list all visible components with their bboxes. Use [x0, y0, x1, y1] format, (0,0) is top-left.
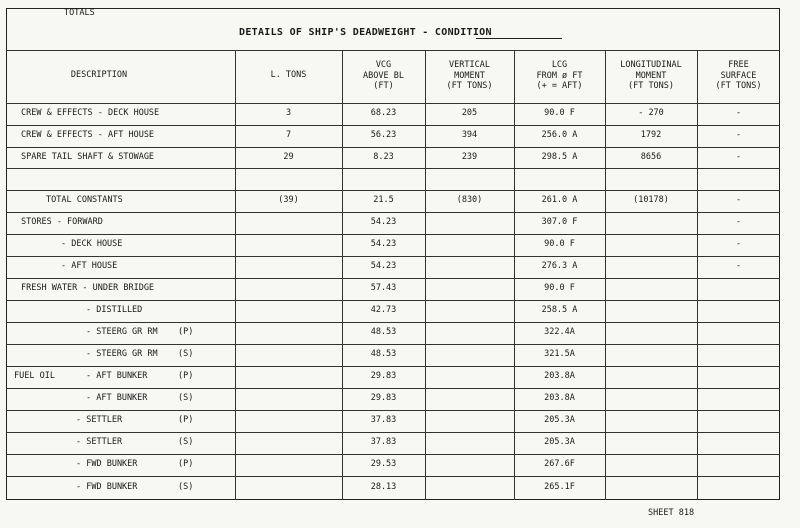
row-rule — [6, 366, 780, 367]
tons-cell: 3 — [285, 108, 292, 118]
row-description: - AFT BUNKER — [86, 393, 148, 403]
free-surface-cell: - — [735, 261, 742, 271]
lcg-cell: 256.0 A — [541, 130, 578, 140]
row-rule — [6, 212, 780, 213]
lcg-cell: 205.3A — [544, 415, 575, 425]
lcg-cell: 90.0 F — [544, 283, 575, 293]
lcg-cell: 298.5 A — [541, 151, 578, 162]
row-side: (P) — [178, 415, 194, 425]
vcg-cell: 56.23 — [370, 130, 397, 140]
row-side: (P) — [178, 327, 194, 337]
vcg-cell: 21.5 — [373, 195, 394, 205]
row-side: (S) — [178, 393, 194, 403]
longitudinal-moment-cell: (10178) — [633, 195, 669, 205]
row-rule — [6, 168, 780, 169]
free-surface-cell: - — [735, 195, 742, 205]
vcg-cell: 29.83 — [370, 393, 397, 403]
header-longitudinal-moment: LONGITUDINAL MOMENT (FT TONS) — [620, 60, 682, 91]
lcg-cell: 90.0 F — [544, 108, 575, 118]
row-description: - SETTLER — [76, 415, 123, 425]
header-free-surface: FREE SURFACE (FT TONS) — [715, 60, 762, 91]
header-description: DESCRIPTION — [70, 70, 128, 80]
row-rule — [6, 432, 780, 433]
row-rule — [6, 344, 780, 345]
vcg-cell: 54.23 — [370, 217, 397, 227]
lcg-cell: 261.0 A — [541, 195, 578, 205]
row-rule — [6, 147, 780, 148]
vcg-cell: 68.23 — [370, 108, 397, 118]
row-description: - DECK HOUSE — [61, 239, 123, 249]
sheet-number: SHEET 818 — [648, 508, 695, 518]
lcg-cell: 307.0 F — [541, 217, 578, 227]
sheet-title: DETAILS OF SHIP'S DEADWEIGHT - CONDITION — [239, 27, 492, 38]
row-description: - SETTLER — [76, 437, 123, 447]
vcg-cell: 29.53 — [370, 459, 397, 469]
header-vcg: VCG ABOVE BL (FT) — [363, 60, 404, 91]
tons-cell: 7 — [285, 130, 292, 140]
tons-cell: 29 — [283, 151, 294, 162]
row-description: - AFT HOUSE — [61, 261, 118, 271]
longitudinal-moment-cell: 8656 — [640, 151, 662, 162]
row-description: SPARE TAIL SHAFT & STOWAGE — [21, 151, 155, 162]
header-lcg: LCG FROM ø FT (+ = AFT) — [536, 60, 583, 91]
vertical-moment-cell: 205 — [461, 108, 478, 118]
row-side: (S) — [178, 482, 194, 492]
row-rule — [6, 476, 780, 477]
lcg-cell: 90.0 F — [544, 239, 575, 249]
row-rule — [6, 190, 780, 191]
lcg-cell: 276.3 A — [541, 261, 578, 271]
vcg-cell: 28.13 — [370, 482, 397, 492]
lcg-cell: 203.8A — [544, 371, 575, 381]
longitudinal-moment-cell: 1792 — [640, 130, 662, 140]
vcg-cell: 42.73 — [370, 305, 397, 315]
row-rule — [6, 300, 780, 301]
vcg-cell: 48.53 — [370, 349, 397, 359]
vcg-cell: 29.83 — [370, 371, 397, 381]
row-side: (P) — [178, 371, 194, 381]
vcg-cell: 54.23 — [370, 261, 397, 271]
row-description: CREW & EFFECTS - DECK HOUSE — [21, 108, 160, 118]
row-description: STORES - FORWARD — [21, 217, 103, 227]
row-description: TOTALS — [64, 8, 95, 18]
vcg-cell: 8.23 — [373, 151, 394, 162]
row-side: (P) — [178, 459, 194, 469]
tons-cell: (39) — [278, 195, 299, 205]
free-surface-cell: - — [735, 151, 742, 162]
header-top-rule — [6, 50, 780, 51]
row-description: - DISTILLED — [86, 305, 143, 315]
vcg-cell: 48.53 — [370, 327, 397, 337]
row-description: TOTAL CONSTANTS — [46, 195, 123, 205]
condition-blank-line — [476, 38, 562, 39]
row-rule — [6, 256, 780, 257]
row-description: FRESH WATER - UNDER BRIDGE — [21, 283, 155, 293]
row-rule — [6, 125, 780, 126]
free-surface-cell: - — [735, 239, 742, 249]
lcg-cell: 267.6F — [544, 459, 575, 469]
free-surface-cell: - — [735, 130, 742, 140]
free-surface-cell: - — [735, 108, 742, 118]
vcg-cell: 54.23 — [370, 239, 397, 249]
row-rule — [6, 410, 780, 411]
row-side: (S) — [178, 437, 194, 447]
row-description: CREW & EFFECTS - AFT HOUSE — [21, 130, 155, 140]
row-description: - STEERG GR RM — [86, 327, 158, 337]
free-surface-cell: - — [735, 217, 742, 227]
lcg-cell: 265.1F — [544, 482, 575, 492]
row-rule — [6, 388, 780, 389]
longitudinal-moment-cell: - 270 — [638, 108, 664, 118]
vertical-moment-cell: 239 — [461, 151, 478, 162]
row-side: (S) — [178, 349, 194, 359]
row-description: - STEERG GR RM — [86, 349, 158, 359]
lcg-cell: 258.5 A — [541, 305, 578, 315]
row-rule — [6, 278, 780, 279]
lcg-cell: 321.5A — [544, 349, 575, 359]
fuel-oil-label: FUEL OIL — [14, 371, 55, 381]
row-description: - FWD BUNKER — [76, 482, 138, 492]
lcg-cell: 203.8A — [544, 393, 575, 403]
header-vertical-moment: VERTICAL MOMENT (FT TONS) — [446, 60, 493, 91]
vcg-cell: 37.83 — [370, 415, 397, 425]
lcg-cell: 322.4A — [544, 327, 575, 337]
header-tons: L. TONS — [270, 70, 307, 80]
vcg-cell: 57.43 — [370, 283, 397, 293]
vcg-cell: 37.83 — [370, 437, 397, 447]
row-description: - AFT BUNKER — [86, 371, 148, 381]
row-rule — [6, 234, 780, 235]
deadweight-sheet — [6, 8, 780, 518]
vertical-moment-cell: (830) — [456, 195, 483, 205]
row-rule — [6, 322, 780, 323]
vertical-moment-cell: 394 — [461, 130, 478, 140]
row-rule — [6, 454, 780, 455]
lcg-cell: 205.3A — [544, 437, 575, 447]
row-description: - FWD BUNKER — [76, 459, 138, 469]
header-bottom-rule — [6, 103, 780, 104]
